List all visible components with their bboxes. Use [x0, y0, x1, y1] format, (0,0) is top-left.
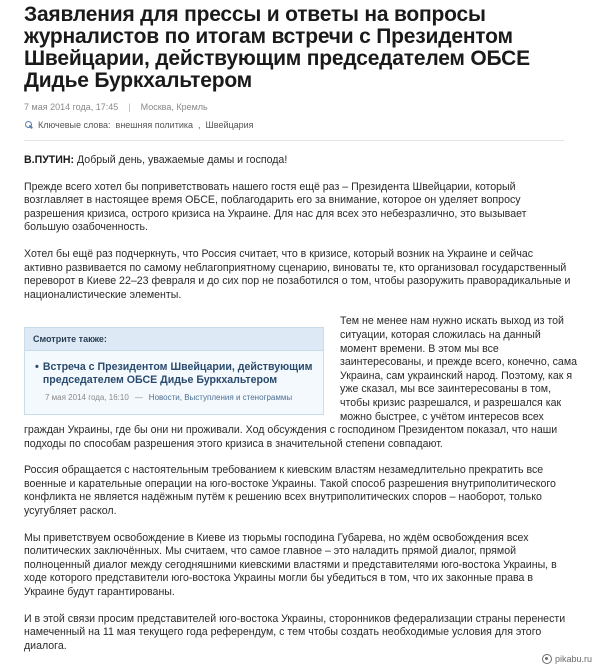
- paragraph: Тем не менее нам нужно искать выход из той ситуации, которая сложилась на данный момент времени. В этом мы все заинтересованы, и прежде всего, конечно, сама Украина, сам украинский народ. Поэтому, как я уже сказал, мы все заинтересованы в том, чтобы кризис разрешался, и разрешался как можно быстрее, с учётом интересов всех граждан Украины, где бы они ни проживали. Ход обсуждения с господином Президентом показал, что наши подходы по способам разрешения этого кризиса в значительной степени совпадают.: [24, 315, 578, 450]
- article-meta: [24, 102, 588, 112]
- see-also-item[interactable]: [35, 361, 313, 387]
- paragraph-greeting: [24, 154, 574, 168]
- watermark-text: pikabu.ru: [554, 654, 592, 664]
- keywords-row: [24, 120, 588, 130]
- see-also-box: [24, 327, 324, 415]
- see-also-meta: [35, 393, 313, 402]
- paragraph: Хотел бы ещё раз подчеркнуть, что Россия считает, что в кризисе, который возник на Украине и сейчас активно развивается по самому неблагоприятному сценарию, виноваты те, кто организовал государственный переворот в Киеве 22–23 февраля и до сих пор не позаботился о том, чтобы разоружить праворадикальные и националистические элементы.: [24, 247, 571, 301]
- pikabu-logo-icon: [542, 654, 552, 664]
- see-also-date: 7 мая 2014 года, 16:10: [45, 393, 129, 403]
- greeting-text: Добрый день, уважаемые дамы и господа!: [77, 154, 288, 166]
- watermark: [542, 654, 592, 664]
- bullet-icon: •: [35, 361, 39, 374]
- divider: [24, 140, 564, 141]
- search-icon: [24, 121, 33, 130]
- see-also-body: [25, 351, 323, 414]
- keyword-link-switzerland[interactable]: Швейцария: [205, 120, 254, 130]
- keyword-link-foreign-policy[interactable]: внешняя политика: [115, 120, 193, 130]
- paragraph: Мы приветствуем освобождение в Киеве из тюрьмы господина Губарева, но ждём освобождения всех политических заключённых. Мы считаем, что самое главное – это наладить прямой диалог, прямой полноценный диалог между сегодняшними киевскими властями и представителями юго-востока Украины, в ходе которого представители юго-востока Украины могли бы убедиться в том, что их законные права в Украине будут гарантированы.: [24, 531, 557, 599]
- paragraph: И в этой связи просим представителей юго-востока Украины, сторонников федерализации страны перенести намеченный на 11 мая текущего года референдум, с тем чтобы создать необходимые условия для этого диалога.: [24, 612, 566, 652]
- see-also-dash: —: [134, 393, 143, 403]
- see-also-link-text[interactable]: Встреча с Президентом Швейцарии, действующим председателем ОБСЕ Дидье Буркхальтером: [42, 361, 313, 387]
- keywords-label: Ключевые слова:: [38, 120, 111, 130]
- speaker-label: В.ПУТИН:: [24, 154, 75, 166]
- article-date: 7 мая 2014 года, 17:45: [24, 102, 119, 112]
- article-title: Заявления для прессы и ответы на вопросы журналистов по итогам встречи с Президентом Швейцарии, действующим председателем ОБСЕ Дидье Буркхальтером: [24, 3, 530, 92]
- paragraph-with-sidebar: [24, 315, 580, 451]
- see-also-categories[interactable]: Новости, Выступления и стенограммы: [148, 393, 293, 403]
- paragraph: Прежде всего хотел бы поприветствовать нашего гостя ещё раз – Президента Швейцарии, который возглавляет в настоящее время ОБСЕ, поблагодарить его за внимание, которое он уделяет вопросу разрешения кризиса, острого кризиса на Украине. Для нас для всех это небезразлично, это вызывает большую озабоченность.: [24, 180, 527, 234]
- meta-separator: |: [128, 102, 131, 112]
- article-place: Москва, Кремль: [140, 102, 208, 112]
- paragraph: Россия обращается с настоятельным требованием к киевским властям незамедлительно прекратить все военные и карательные операции на юго-востоке Украины. Такой способ разрешения внутриполитического конфликта не является надёжным путём к решению всех внутриполитических споров – наоборот, только усугубляет раскол.: [24, 464, 556, 518]
- keyword-comma: ,: [198, 120, 201, 130]
- see-also-heading: Смотрите также:: [25, 328, 323, 351]
